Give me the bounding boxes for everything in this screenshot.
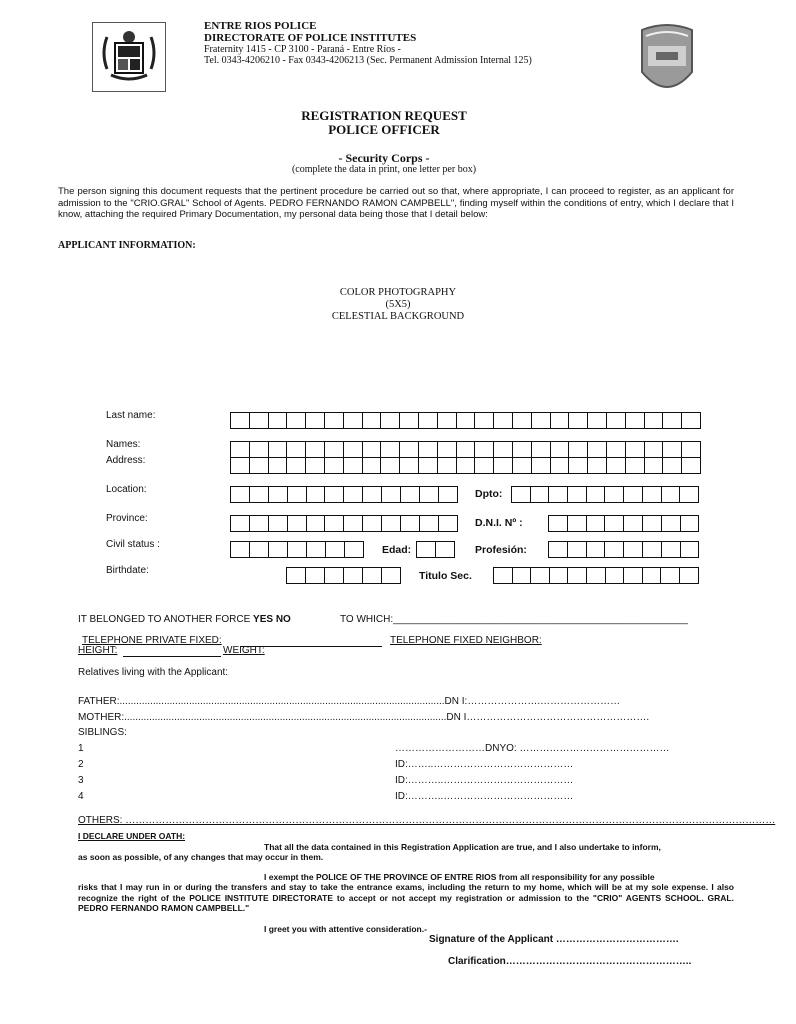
letter-box[interactable] [513,413,532,428]
signature-line[interactable]: Signature of the Applicant ………………………………. [429,934,679,945]
letter-box[interactable] [626,458,645,473]
letter-box[interactable] [606,568,625,583]
letter-box[interactable] [549,516,568,531]
declaration-p2-first: I exempt the POLICE OF THE PROVINCE OF ENTRE RIOS from all responsibility for any possible [264,872,655,882]
letter-box[interactable] [326,542,345,557]
letter-box[interactable] [681,542,700,557]
dpto-label: Dpto: [475,488,503,500]
greeting-line: I greet you with attentive consideration.- [264,924,427,934]
letter-box[interactable] [269,487,288,502]
letter-box[interactable] [587,542,606,557]
letter-box[interactable] [494,568,513,583]
letter-box[interactable] [400,413,419,428]
letter-box[interactable] [250,542,269,557]
letter-box[interactable] [250,516,269,531]
letter-box[interactable] [438,442,457,457]
letter-box[interactable] [345,542,364,557]
sibling-2-id[interactable]: ID:……..…………………………………… [395,759,574,770]
letter-box[interactable] [419,458,438,473]
weight-label: WEIGHT: [223,645,265,656]
police-crest-logo [92,22,166,92]
dni-boxes[interactable] [548,515,699,532]
letter-box[interactable] [306,413,325,428]
letter-box[interactable] [551,413,570,428]
intro-paragraph: The person signing this document requests that the pertinent procedure be carried out so that, where appropriate, I can proceed to register, as an applicant for admission to the "CRIO.GRAL" School of Agents. PEDRO FERNANDO RAMON CAMPBELL", finding myself within the conditions of entry, which I declare that I know, attaching the required Primary Documentation, my personal data being those that I detail below: [58,186,734,220]
letter-box[interactable] [363,413,382,428]
letter-box[interactable] [287,568,306,583]
declaration-p2-rest: risks that I may run in or during the transfers and stay to take the entrance exams, including the return to my home, which will be at my sole expense. I also recognize the right of the POLICE INSTITUTE DIRECTORATE to accept or not accept my registration or admission to the "CRIO" AGENTS SCHOOL. GRAL. PEDRO FERNANDO RAMON CAMPBELL." [78,882,734,913]
letter-box[interactable] [662,542,681,557]
letter-box[interactable] [588,458,607,473]
header-address: Fraternity 1415 - CP 3100 - Paraná - Entre Ríos - [204,44,401,55]
others-line[interactable]: OTHERS: …………………………………………………………………………………………………………………………………………………………………………… [78,815,776,826]
letter-box[interactable] [569,458,588,473]
relatives-heading: Relatives living with the Applicant: [78,667,229,678]
corps-title: - Security Corps - [338,151,430,165]
telephone-neighbor-label: TELEPHONE FIXED NEIGHBOR: [390,635,542,646]
letter-box[interactable] [382,487,401,502]
letter-box[interactable] [605,542,624,557]
sibling-1-number: 1 [78,743,84,754]
letter-box[interactable] [588,413,607,428]
letter-box[interactable] [269,442,288,457]
letter-box[interactable] [325,516,344,531]
birthdate-boxes[interactable] [286,567,401,584]
sibling-3-number: 3 [78,775,84,786]
letter-box[interactable] [532,458,551,473]
letter-box[interactable] [663,442,682,457]
letter-box[interactable] [549,542,568,557]
letter-box[interactable] [682,413,701,428]
letter-box[interactable] [401,487,420,502]
letter-box[interactable] [344,442,363,457]
letter-box[interactable] [549,487,568,502]
letter-box[interactable] [400,458,419,473]
letter-box[interactable] [419,413,438,428]
other-force-question [78,614,291,625]
location-boxes[interactable] [230,486,458,503]
sibling-4-number: 4 [78,791,84,802]
letter-box[interactable] [381,458,400,473]
letter-box[interactable] [626,442,645,457]
letter-box[interactable] [513,442,532,457]
letter-box[interactable] [663,458,682,473]
letter-box[interactable] [306,458,325,473]
letter-box[interactable] [624,568,643,583]
letter-box[interactable] [344,568,363,583]
clarification-line[interactable]: Clarification……………………………………………….. [448,956,692,967]
letter-box[interactable] [307,542,326,557]
letter-box[interactable] [457,413,476,428]
letter-box[interactable] [325,487,344,502]
letter-box[interactable] [231,542,250,557]
letter-box[interactable] [420,516,439,531]
yes-no-options[interactable]: YES NO [253,614,291,625]
letter-box[interactable] [231,516,250,531]
civil-status-boxes[interactable] [230,541,364,558]
letter-box[interactable] [344,413,363,428]
letter-box[interactable] [494,458,513,473]
letter-box[interactable] [438,458,457,473]
declaration-p1-first: That all the data contained in this Registration Application are true, and I also undertake to inform, [264,842,661,852]
declaration-heading: I DECLARE UNDER OATH: [78,831,186,841]
letter-box[interactable] [417,542,436,557]
dni-label: D.N.I. Nº : [475,517,523,529]
letter-box[interactable] [680,568,699,583]
letter-box[interactable] [457,458,476,473]
letter-box[interactable] [513,568,532,583]
letter-box[interactable] [325,442,344,457]
birthdate-label: Birthdate: [106,565,149,576]
letter-box[interactable] [382,516,401,531]
sibling-1-id[interactable]: ………………………DNYO: ……………………………………… [395,743,670,754]
form-title: REGISTRATION REQUEST [301,108,467,123]
letter-box[interactable] [681,516,700,531]
form-subtitle: POLICE OFFICER [328,122,440,137]
letter-box[interactable] [661,568,680,583]
letter-box[interactable] [250,458,269,473]
letter-box[interactable] [643,487,662,502]
height-underline[interactable] [123,656,221,657]
letter-box[interactable] [475,458,494,473]
letter-box[interactable] [643,516,662,531]
letter-box[interactable] [682,458,701,473]
letter-box[interactable] [325,458,344,473]
letter-box[interactable] [532,413,551,428]
edad-boxes[interactable] [416,541,455,558]
letter-box[interactable] [439,516,458,531]
names-boxes[interactable] [230,441,701,458]
letter-box[interactable] [250,413,269,428]
letter-box[interactable] [325,413,344,428]
letter-box[interactable] [231,442,250,457]
sibling-4-id[interactable]: ID:………..………………………………… [395,791,574,802]
names-label: Names: [106,439,141,450]
letter-box[interactable] [663,413,682,428]
letter-box[interactable] [662,487,681,502]
letter-box[interactable] [569,413,588,428]
letter-box[interactable] [307,516,326,531]
letter-box[interactable] [587,487,606,502]
to-which-field[interactable]: TO WHICH:_____________________________________________________ [340,614,688,625]
photo-label-line1: COLOR PHOTOGRAPHY [339,287,457,298]
letter-box[interactable] [512,487,531,502]
letter-box[interactable] [231,487,250,502]
declaration-p1-rest: as soon as possible, of any changes that may occur in them. [78,852,324,862]
fill-instruction: (complete the data in print, one letter per box) [291,164,477,175]
letter-box[interactable] [531,487,550,502]
address-label: Address: [106,455,146,466]
letter-box[interactable] [550,568,569,583]
letter-box[interactable] [269,413,288,428]
letter-box[interactable] [624,487,643,502]
letter-box[interactable] [269,516,288,531]
address-boxes[interactable] [230,457,701,474]
letter-box[interactable] [269,542,288,557]
letter-box[interactable] [344,516,363,531]
profesion-boxes[interactable] [548,541,699,558]
letter-box[interactable] [363,568,382,583]
letter-box[interactable] [624,542,643,557]
siblings-label: SIBLINGS: [78,727,127,738]
edad-label: Edad: [382,544,412,556]
letter-box[interactable] [307,487,326,502]
letter-box[interactable] [643,542,662,557]
letter-box[interactable] [400,442,419,457]
letter-box[interactable] [438,413,457,428]
location-label: Location: [106,484,147,495]
letter-box[interactable] [587,568,606,583]
letter-box[interactable] [439,487,458,502]
letter-box[interactable] [306,442,325,457]
letter-box[interactable] [645,442,664,457]
profesion-label: Profesión: [475,544,527,556]
letter-box[interactable] [457,442,476,457]
org-name: ENTRE RIOS POLICE [204,20,317,32]
sibling-3-id[interactable]: ID:………..………………………………… [395,775,574,786]
last-name-boxes[interactable] [230,412,701,429]
letter-box[interactable] [287,413,306,428]
letter-box[interactable] [568,568,587,583]
height-label: HEIGHT: [78,645,118,656]
letter-box[interactable] [568,542,587,557]
letter-box[interactable] [288,542,307,557]
institute-shield-logo [636,22,698,98]
letter-box[interactable] [588,442,607,457]
letter-box[interactable] [682,442,701,457]
letter-box[interactable] [401,516,420,531]
letter-box[interactable] [231,458,250,473]
photo-label-line2: (5X5) [385,299,411,310]
letter-box[interactable] [494,442,513,457]
letter-box[interactable] [568,516,587,531]
letter-box[interactable] [250,442,269,457]
letter-box[interactable] [344,458,363,473]
sibling-2-number: 2 [78,759,84,770]
directorate-name: DIRECTORATE OF POLICE INSTITUTES [204,32,417,44]
letter-box[interactable] [288,487,307,502]
letter-box[interactable] [531,568,550,583]
letter-box[interactable] [532,442,551,457]
titulo-boxes[interactable] [493,567,699,584]
letter-box[interactable] [250,487,269,502]
letter-box[interactable] [551,458,570,473]
letter-box[interactable] [607,442,626,457]
letter-box[interactable] [325,568,344,583]
letter-box[interactable] [306,568,325,583]
letter-box[interactable] [363,442,382,457]
letter-box[interactable] [568,487,587,502]
other-force-text: IT BELONGED TO ANOTHER FORCE [78,614,251,625]
letter-box[interactable] [475,413,494,428]
letter-box[interactable] [231,413,250,428]
letter-box[interactable] [662,516,681,531]
header-contact: Tel. 0343-4206210 - Fax 0343-4206213 (Sec. Permanent Admission Internal 125) [204,55,532,66]
last-name-label: Last name: [106,410,156,421]
father-line[interactable]: FATHER:.....................................................................................................................DN I:………………….…………………… [78,696,621,707]
letter-box[interactable] [381,442,400,457]
letter-box[interactable] [287,458,306,473]
letter-box[interactable] [288,516,307,531]
telephone-private-label: TELEPHONE PRIVATE FIXED: [82,635,222,646]
letter-box[interactable] [645,458,664,473]
letter-box[interactable] [363,487,382,502]
letter-box[interactable] [607,458,626,473]
letter-box[interactable] [363,458,382,473]
letter-box[interactable] [287,442,306,457]
letter-box[interactable] [551,442,570,457]
letter-box[interactable] [436,542,455,557]
letter-box[interactable] [605,487,624,502]
photo-label-line3: CELESTIAL BACKGROUND [331,311,465,322]
letter-box[interactable] [626,413,645,428]
letter-box[interactable] [607,413,626,428]
civil-status-label: Civil status : [106,539,160,550]
letter-box[interactable] [643,568,662,583]
letter-box[interactable] [605,516,624,531]
letter-box[interactable] [344,487,363,502]
dpto-boxes[interactable] [511,486,699,503]
letter-box[interactable] [269,458,288,473]
letter-box[interactable] [381,413,400,428]
province-boxes[interactable] [230,515,458,532]
letter-box[interactable] [494,413,513,428]
titulo-label: Titulo Sec. [419,570,472,582]
letter-box[interactable] [420,487,439,502]
letter-box[interactable] [624,516,643,531]
mother-line[interactable]: MOTHER:....................................................................................................................DN I………………………………………………. [78,712,650,723]
applicant-info-heading: APPLICANT INFORMATION: [58,240,196,251]
letter-box[interactable] [587,516,606,531]
province-label: Province: [106,513,148,524]
letter-box[interactable] [419,442,438,457]
letter-box[interactable] [680,487,699,502]
letter-box[interactable] [363,516,382,531]
letter-box[interactable] [382,568,401,583]
letter-box[interactable] [569,442,588,457]
letter-box[interactable] [475,442,494,457]
letter-box[interactable] [513,458,532,473]
letter-box[interactable] [645,413,664,428]
